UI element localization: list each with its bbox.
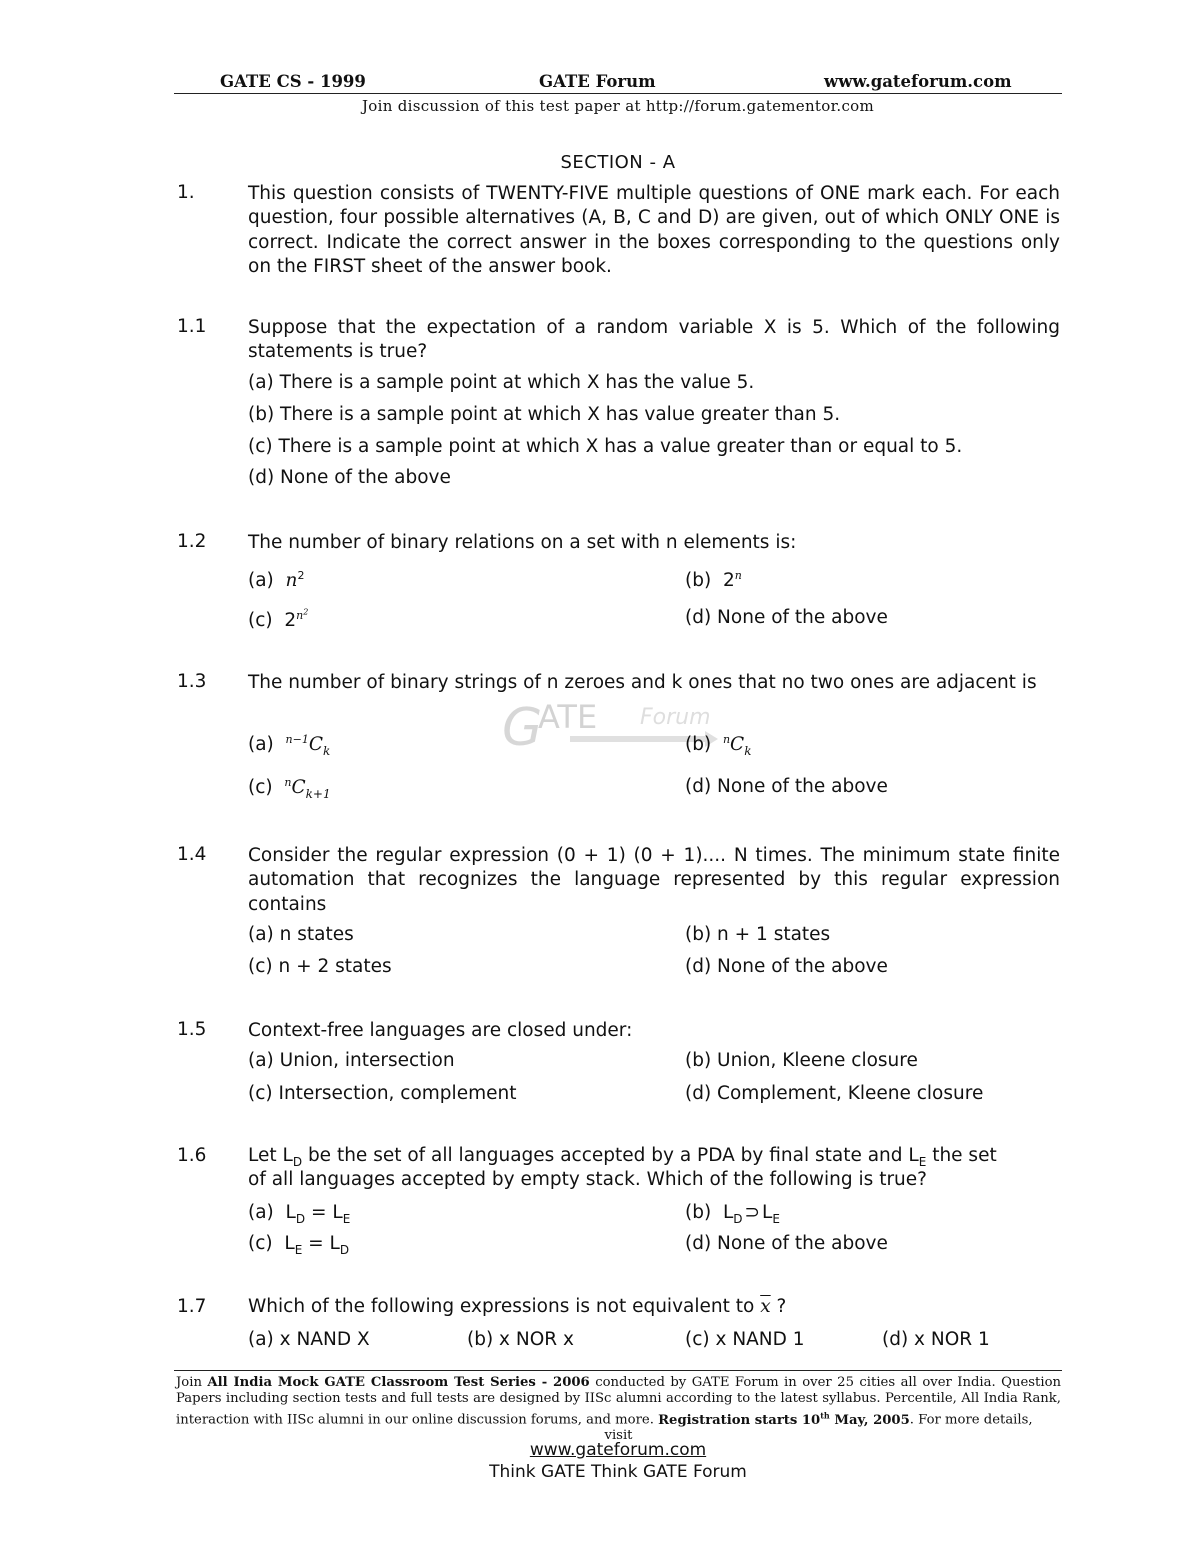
option-c xyxy=(248,1233,350,1257)
text-run: Join xyxy=(176,1375,208,1390)
question-text: This question consists of TWENTY-FIVE multiple questions of ONE mark each. For each question, four possible alternatives (A, B, C and D) are given, out of which ONLY ONE is correct. Indicate the correct answer in the boxes corresponding to the questions only on the FIRST sheet of the answer book. xyxy=(248,183,1060,277)
question-text-line1 xyxy=(248,1145,1060,1169)
option-c: (c) n + 2 states xyxy=(248,956,392,977)
question-text: Suppose that the expectation of a random variable X is 5. Which of the following statements is true? xyxy=(248,317,1060,363)
option-b: (b) Union, Kleene closure xyxy=(685,1050,918,1071)
language-symbol: L xyxy=(285,1202,296,1223)
math-exponent: 2 xyxy=(297,569,305,582)
watermark-forum: Forum xyxy=(640,705,711,730)
option-b xyxy=(685,1202,780,1226)
subscript: D xyxy=(295,1212,306,1226)
combination-symbol: C xyxy=(291,777,306,799)
bold-run: All India Mock GATE Classroom Test Series - 2006 xyxy=(207,1375,590,1390)
bold-run xyxy=(658,1410,910,1428)
footer-promo xyxy=(176,1375,1061,1444)
option-a xyxy=(248,1202,351,1226)
option-b xyxy=(685,733,752,759)
math-base: n xyxy=(285,570,298,592)
subscript: D xyxy=(292,1155,303,1169)
option-b: (b) There is a sample point at which X has value greater than 5. xyxy=(248,404,841,425)
combination-upper: n−1 xyxy=(285,733,309,746)
question-number: 1.5 xyxy=(177,1019,207,1040)
relation: = xyxy=(305,1202,333,1223)
option-d: (d) None of the above xyxy=(248,467,451,488)
combination-upper: n xyxy=(722,733,731,746)
combination-upper: n xyxy=(284,776,292,789)
math-base: 2 xyxy=(284,609,297,631)
option-a xyxy=(248,569,304,591)
option-label: (a) xyxy=(248,1202,274,1223)
option-label: (c) xyxy=(248,1233,273,1254)
question-text-line2: of all languages accepted by empty stack. Which of the following is true? xyxy=(248,1169,927,1190)
text-run: Which of the following expressions is not equivalent to xyxy=(248,1296,755,1317)
text-run: the set xyxy=(926,1145,997,1166)
option-b: (b) x NOR x xyxy=(467,1329,574,1350)
section-title: SECTION - A xyxy=(560,152,676,173)
option-b: (b) n + 1 states xyxy=(685,924,831,945)
option-label: (a) xyxy=(248,570,274,592)
visit-text: visit xyxy=(604,1428,633,1443)
header-rule xyxy=(174,93,1062,94)
website-link[interactable]: www.gateforum.com xyxy=(529,1440,707,1460)
question-text: The number of binary strings of n zeroes and k ones that no two ones are adjacent is xyxy=(248,672,1037,693)
combination-symbol: C xyxy=(730,734,745,756)
subscript: D xyxy=(733,1212,743,1226)
text-run: Registration starts 10 xyxy=(658,1412,821,1428)
subscript: E xyxy=(918,1155,927,1169)
watermark-g: G xyxy=(502,698,543,758)
exponent-power: 2 xyxy=(303,607,309,616)
question-number: 1.6 xyxy=(177,1145,207,1166)
option-d: (d) None of the above xyxy=(685,607,888,628)
text-run: be the set of all languages accepted by a PDA by final state and L xyxy=(302,1145,919,1166)
subscript: E xyxy=(294,1243,303,1257)
option-a: (a) There is a sample point at which X has the value 5. xyxy=(248,372,755,393)
option-d: (d) Complement, Kleene closure xyxy=(685,1083,984,1104)
subscript: E xyxy=(772,1212,780,1226)
header-left: GATE CS - 1999 xyxy=(220,72,366,91)
option-c: (c) There is a sample point at which X has a value greater than or equal to 5. xyxy=(248,436,963,457)
discussion-line: Join discussion of this test paper at http://forum.gatementor.com xyxy=(361,97,875,115)
text-run: May, 2005 xyxy=(829,1412,910,1428)
option-d: (d) None of the above xyxy=(685,1233,888,1254)
text-run: Let L xyxy=(248,1145,293,1166)
text-run: ? xyxy=(770,1296,787,1317)
math-exponent: n xyxy=(734,569,742,582)
x-bar: $\overline{x}$ xyxy=(760,1296,771,1317)
language-symbol: L xyxy=(762,1202,773,1223)
option-c: (c) Intersection, complement xyxy=(248,1083,517,1104)
question-text xyxy=(248,1296,786,1317)
text-run: conducted by GATE Forum in over 25 cities all over India. Question Papers including section tests and full tests are designed by IISc alumni according to the latest syllabus. Percentile, All India Rank, interaction with IISc alumni in our online discussion forums, and more. xyxy=(176,1375,1061,1428)
option-label: (b) xyxy=(685,734,712,756)
language-symbol: L xyxy=(329,1233,340,1254)
superscript: th xyxy=(820,1410,830,1421)
option-label: (c) xyxy=(248,609,273,631)
option-a: (a) n states xyxy=(248,924,354,945)
option-c: (c) x NAND 1 xyxy=(685,1329,805,1350)
math-exponent xyxy=(296,609,308,622)
question-text: Context-free languages are closed under: xyxy=(248,1020,633,1041)
option-a: (a) Union, intersection xyxy=(248,1050,455,1071)
question-number: 1.7 xyxy=(177,1296,207,1317)
option-a: (a) x NAND X xyxy=(248,1329,370,1350)
watermark-ate: ATE xyxy=(538,698,598,736)
option-d: (d) None of the above xyxy=(685,776,888,797)
exponent-base: n xyxy=(296,608,304,622)
question-text: Consider the regular expression (0 + 1) (0 + 1).... N times. The minimum state finite automation that recognizes the language represented by this regular expression contains xyxy=(248,845,1060,915)
combination-lower: k+1 xyxy=(305,787,331,802)
question-number: 1.3 xyxy=(177,671,207,692)
subscript: E xyxy=(342,1212,351,1226)
header-right: www.gateforum.com xyxy=(824,72,1012,91)
relation: = xyxy=(302,1233,330,1254)
question-number: 1. xyxy=(177,182,195,203)
math-base: 2 xyxy=(722,570,735,592)
combination-lower: k xyxy=(323,744,331,759)
question-number: 1.4 xyxy=(177,844,207,865)
option-c xyxy=(248,776,331,802)
option-label: (c) xyxy=(248,777,273,799)
relation: ⊃ xyxy=(744,1202,761,1223)
question-number: 1.2 xyxy=(177,531,207,552)
option-d: (d) x NOR 1 xyxy=(882,1329,990,1350)
question-number: 1.1 xyxy=(177,316,207,337)
question-text: The number of binary relations on a set with n elements is: xyxy=(248,532,797,553)
language-symbol: L xyxy=(332,1202,343,1223)
option-label: (a) xyxy=(248,734,274,756)
text-run: . For more details, xyxy=(909,1412,1033,1428)
combination-lower: k xyxy=(744,744,752,759)
language-symbol: L xyxy=(284,1233,295,1254)
option-b xyxy=(685,569,742,591)
header-center: GATE Forum xyxy=(539,72,656,91)
option-a xyxy=(248,733,331,759)
option-label: (b) xyxy=(685,1202,712,1223)
language-symbol: L xyxy=(722,1202,734,1223)
footer-rule xyxy=(174,1370,1062,1371)
option-d: (d) None of the above xyxy=(685,956,888,977)
combination-symbol: C xyxy=(308,734,324,756)
tagline: Think GATE Think GATE Forum xyxy=(489,1462,747,1482)
option-label: (b) xyxy=(685,570,712,592)
subscript: D xyxy=(339,1243,350,1257)
option-c xyxy=(248,607,308,631)
